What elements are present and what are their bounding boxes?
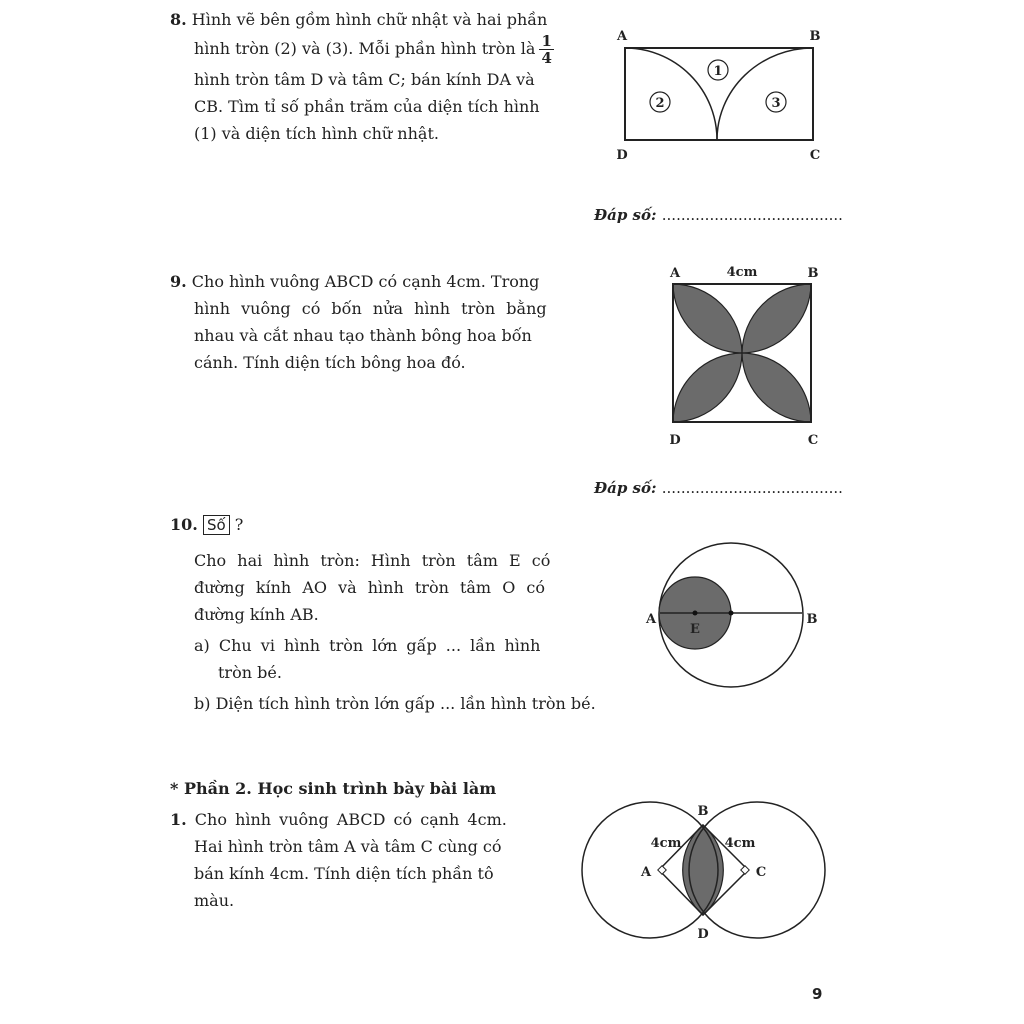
page-number: 9	[812, 985, 823, 1003]
quarter-arc-c	[717, 48, 813, 140]
region-3-label: 3	[771, 96, 781, 111]
point-d-label: D	[697, 927, 709, 942]
point-e	[693, 611, 698, 616]
petal-top-right	[742, 284, 811, 353]
side-bc-label: 4cm	[724, 836, 756, 851]
vertex-c-label: C	[809, 148, 821, 163]
problem-9-line-1: 9. Cho hình vuông ABCD có cạnh 4cm. Trong	[170, 272, 540, 291]
problem-9-line-4: cánh. Tính diện tích bông hoa đó.	[194, 353, 466, 372]
problem-10-line-2: đường kính AO và hình tròn tâm O có	[194, 578, 545, 597]
answer-blank[interactable]: ......................................	[661, 479, 843, 497]
answer-label: Đáp số:	[594, 206, 657, 224]
problem-10	[170, 511, 640, 717]
problem-8-number: 8.	[170, 10, 187, 29]
problem-10-number: 10.	[170, 515, 198, 534]
part-2-figure	[572, 795, 837, 950]
petal-bottom-left	[673, 353, 742, 422]
right-angle-a	[658, 866, 666, 874]
point-b-label: B	[806, 612, 818, 627]
flower-petals	[673, 284, 811, 422]
point-a-label: A	[640, 865, 652, 880]
point-b-label: B	[697, 804, 709, 819]
part-2-problem-1-line-3: bán kính 4cm. Tính diện tích phần tô	[194, 864, 494, 883]
region-2-label: 2	[655, 96, 665, 111]
side-length-label: 4cm	[726, 265, 758, 280]
problem-8-line-1: 8. Hình vẽ bên gồm hình chữ nhật và hai phần	[170, 10, 548, 29]
problem-10-part-a-line-1: a) Chu vi hình tròn lớn gấp ... lần hình	[194, 636, 541, 655]
point-c-label: C	[755, 865, 767, 880]
vertex-b-label: B	[809, 29, 821, 44]
problem-10-line-1: Cho hai hình tròn: Hình tròn tâm E có	[194, 551, 551, 570]
problem-10-line-3: đường kính AB.	[194, 605, 319, 624]
fraction-one-quarter: $\frac{1}{4}$	[541, 32, 552, 67]
problem-8-line-3: hình tròn tâm D và tâm C; bán kính DA và	[194, 70, 535, 89]
problem-9-figure	[655, 258, 835, 453]
vertex-d-label: D	[616, 148, 628, 163]
part-2	[170, 775, 550, 914]
petal-top-left	[673, 284, 742, 353]
region-1-label: 1	[713, 64, 723, 79]
vertex-a-label: A	[669, 266, 681, 281]
problem-9-number: 9.	[170, 272, 187, 291]
vertex-b-label: B	[807, 266, 819, 281]
problem-9	[170, 268, 575, 376]
fill-number-box: Số	[203, 515, 230, 535]
problem-10-part-b: b) Diện tích hình tròn lớn gấp ... lần hình tròn bé.	[194, 694, 596, 713]
problem-8-line-5: (1) và diện tích hình chữ nhật.	[194, 124, 439, 143]
point-o	[729, 611, 734, 616]
side-ab-label: 4cm	[650, 836, 682, 851]
problem-9-answer	[594, 479, 843, 497]
vertex-a-label: A	[616, 29, 628, 44]
right-angle-c	[741, 866, 749, 874]
point-a-label: A	[645, 612, 657, 627]
problem-8	[170, 6, 580, 147]
problem-10-header: 10. Số ?	[170, 515, 244, 534]
part-2-heading: * Phần 2. Học sinh trình bày bài làm	[170, 779, 497, 798]
problem-9-line-3: nhau và cắt nhau tạo thành bông hoa bốn	[194, 326, 532, 345]
part-2-problem-1-line-4: màu.	[194, 891, 235, 910]
part-2-problem-1-line-1: 1. Cho hình vuông ABCD có cạnh 4cm.	[170, 810, 507, 829]
petal-bottom-right	[742, 353, 811, 422]
problem-10-part-a-line-2: tròn bé.	[218, 663, 282, 682]
vertex-c-label: C	[807, 433, 819, 448]
problem-8-line-4: CB. Tìm tỉ số phần trăm của diện tích hình	[194, 97, 540, 116]
problem-8-figure	[610, 22, 830, 167]
part-2-problem-1-number: 1.	[170, 810, 187, 829]
problem-9-line-2: hình vuông có bốn nửa hình tròn bằng	[194, 299, 547, 318]
point-e-label: E	[690, 622, 700, 637]
vertex-d-label: D	[669, 433, 681, 448]
answer-blank[interactable]: ......................................	[661, 206, 843, 224]
part-2-problem-1-line-2: Hai hình tròn tâm A và tâm C cùng có	[194, 837, 502, 856]
problem-10-figure	[630, 535, 830, 695]
problem-8-answer	[594, 206, 843, 224]
quarter-arc-d	[625, 48, 717, 140]
answer-label: Đáp số:	[594, 479, 657, 497]
problem-8-line-2: hình tròn (2) và (3). Mỗi phần hình tròn là $\frac{1}{4}$	[194, 32, 552, 67]
